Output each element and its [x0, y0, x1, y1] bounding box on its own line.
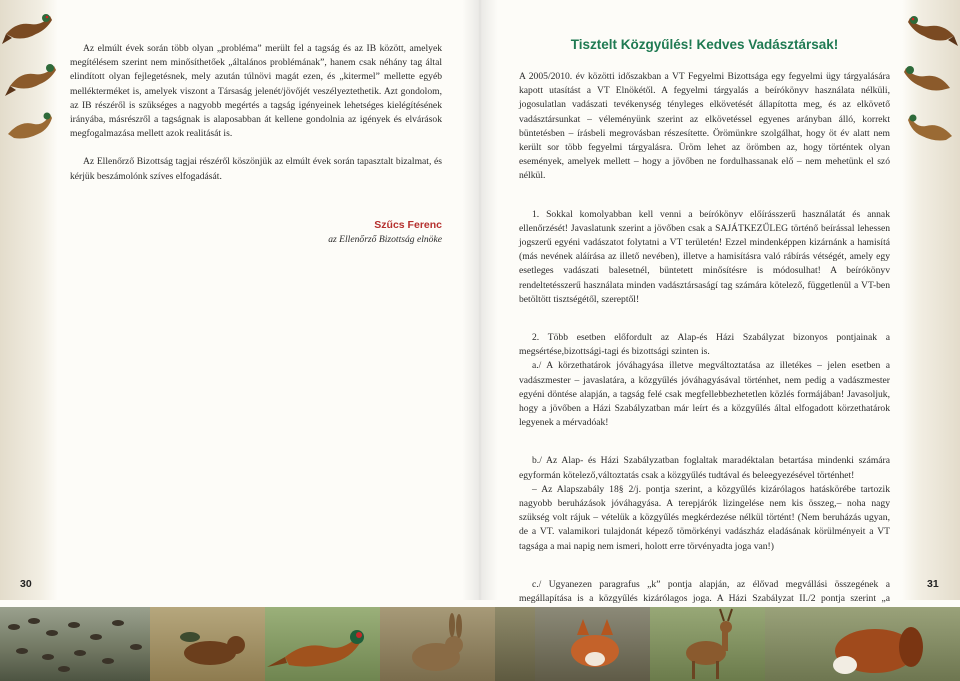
right-decorative-strip	[902, 0, 960, 600]
pheasant-icon	[0, 104, 54, 150]
signature-block	[300, 218, 442, 246]
hunting-dog-photo	[765, 607, 960, 681]
book-gutter	[462, 0, 498, 600]
roe-deer-buck-photo	[650, 607, 765, 681]
paragraph: a./ A körzethatárok jóváhagyása illetve megváltoztatása az illetékes – jelen esetben a vadászmester – javaslatára, a közgyűlés jóváhagyásával történhet, nem pedig a vadászmester egyéni döntése alapján, a tagság felé csak megfellebbezhetetlen közlés formájában! Javasoljuk, hogy a jövőben a Házi Szabályzatban már leírt és a közgyűlés által elfogadott körzethatárok legyenek a mérvadóak!	[519, 360, 890, 429]
pheasant-icon	[2, 4, 56, 50]
signature-title: az Ellenőrző Bizottság elnöke	[328, 234, 442, 245]
pheasant-icon	[904, 6, 958, 52]
paragraph: – Az Alapszabály 18§ 2/j. pontja szerint, a közgyűlés kizárólagos hatáskörébe tartozik nagyobb beruházások jóváhagyása. A terepjárók lizingelése nem kis összeg,– noha nagy szükség volt rájuk – vételük a közgyűlés megkérdezése nélkül történt! (Nem beruházás ugyan, de a VT. valamikori tulajdonát képező tömörkényi vadászház eladásának körülményeit a VT tagsága a mai napig nem ismeri, holott erre törvényadta joga van!)	[519, 483, 890, 552]
wildlife-photo-strip	[0, 607, 960, 681]
pheasant-photo	[265, 607, 380, 681]
geese-flock-photo	[0, 607, 150, 681]
left-body-text	[70, 42, 442, 184]
paragraph: c./ Ugyanezen paragrafus „k” pontja alapján, az élővad megvállási összegének a megállapítása is a közgyűlés kizárólagos joga. A Házi Szabályzat II./2 pontja szerint „a	[519, 578, 890, 605]
paragraph: Az elmúlt évek során több olyan „probléma” merült fel a tagság és az IB között, amelyek megítélésem szerint nem minősíthetőek „általános problémának”, hanem csak néhány tag által elindított olyan fejlegetésnek, mely azután túlnövi magát ezen, és „kitermel” mellette egyéb mellékterméket is, amelyek viszont a Társaság jelenét/jövőjét veszélyeztethetik. Azt gondolom, az IB részéről is szükséges a nagyobb megértés a tagság igényeinek lehetséges kielégítésének irányába, másrészről a tagságnak is alaposabban át kellene gondolnia az igények és elvárások megfogalmazása mellett azok realitását is.	[70, 43, 442, 140]
paragraph: Az Ellenőrző Bizottság tagjai részéről köszönjük az elmúlt évek során tapasztalt bizalmat, és kérjük beszámolónk szíves elfogadását.	[70, 156, 442, 182]
paragraph: b./ Az Alap- és Házi Szabályzatban foglaltak maradéktalan betartása mindenki számára egyformán kötelező,változtatás csak a közgyűlés tudtával és beleegyezésével történhet!	[519, 455, 890, 481]
right-body-text	[519, 70, 890, 663]
page-number-left: 30	[20, 578, 32, 590]
pheasant-icon	[902, 54, 956, 100]
paragraph: 1. Sokkal komolyabban kell venni a beírókönyv előírásszerű használatát és annak ellenőrzését! Javaslatunk szerint a jövőben csak a SAJÁTKEZŰLEG történő beírással lehessen jogszerű egyéni vadászatot folytatni a VT területén! Ezzel mindenképpen kizárnánk a hamisítá (más nevének aláírása az illető nevében), illetve a hamisításra való rábírás vétségét, amely egy esetleges vadászati balesetnél, büntetett minősítésre is módosulhat! A beírókönyv rendeltetésszerű használata minden vadásztársaságí tag számára kötelező, függetlenül a VT-ben betöltött tisztségétől, szereptől!	[519, 208, 890, 305]
roe-deer-photo	[495, 607, 535, 681]
page-number-right: 31	[927, 578, 939, 590]
pheasant-icon	[4, 52, 58, 98]
duck-hunting-dog-photo	[150, 607, 265, 681]
pheasant-icon	[906, 106, 960, 152]
fox-photo	[535, 607, 650, 681]
signature-name: Szűcs Ferenc	[374, 219, 442, 231]
left-decorative-strip	[0, 0, 58, 600]
paragraph: A 2005/2010. év közötti időszakban a VT Fegyelmi Bizottsága egy fegyelmi ügy tárgyalására kapott utasítást a VT Elnökétől. A fegyelmi tárgyalás a beírókönyv használata nélküli, jogosulatlan vadászati tevékenység tényleges elkövetését állapította meg, és az elkövető vadásztársunkat – véleményünk szerint az elkövetéssel egyenes arányban álló, korrekt büntetésben – írásbeli megrovásban részesítette. Örömünkre szolgálhat, hogy öt év alatt nem került sor több fegyelmi tárgyalásra. Üröm lehet az örömben az, hogy történtek olyan események, amelyek mellett – hogy a jövőben ne fordulhassanak elő – nem mehetünk el szó nélkül.	[519, 71, 890, 182]
hare-photo	[380, 607, 495, 681]
page-heading: Tisztelt Közgyűlés! Kedves Vadásztársak!	[570, 37, 839, 52]
paragraph: 2. Több esetben előfordult az Alap-és Házi Szabályzat bizonyos pontjainak a megsértése,bizottsági-tagi és bizottsági szinten is.	[519, 332, 890, 358]
